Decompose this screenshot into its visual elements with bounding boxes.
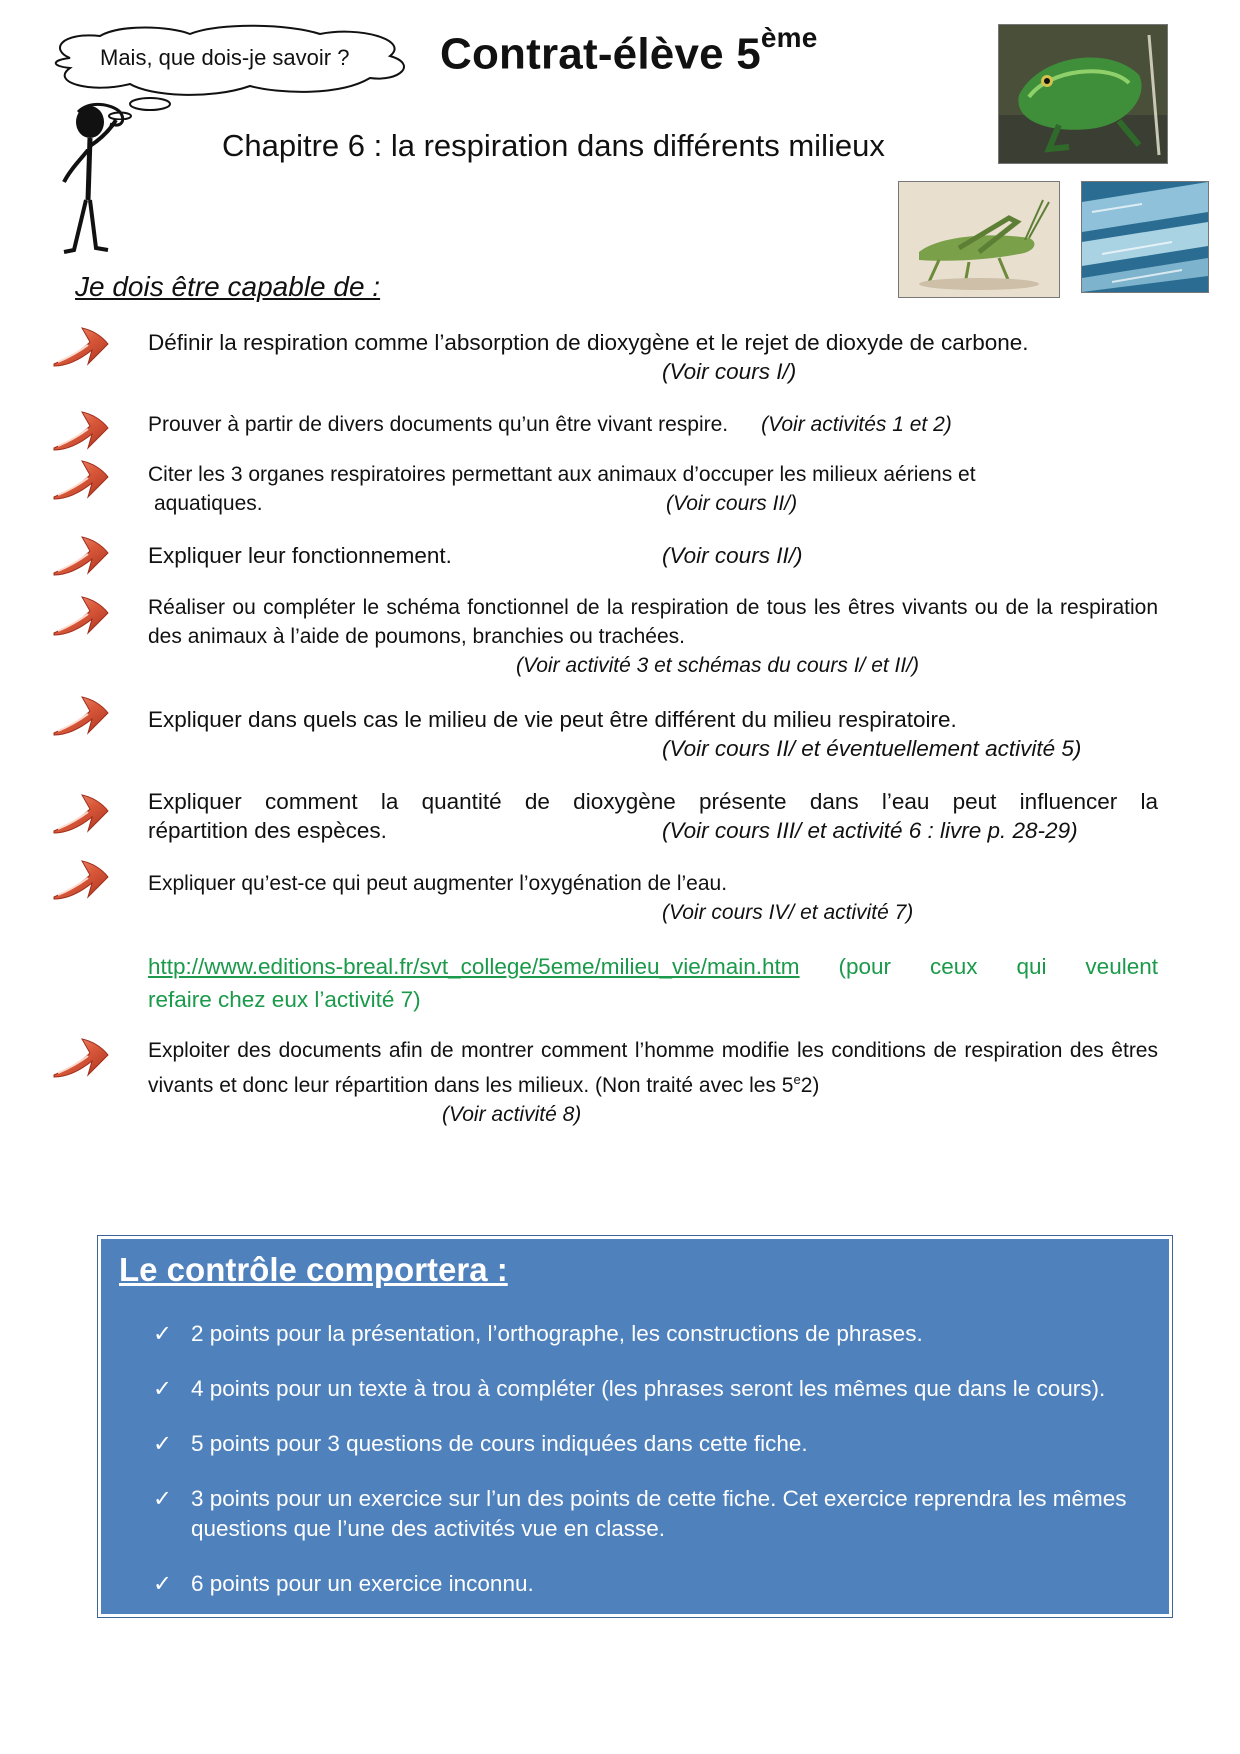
breal-link[interactable]: http://www.editions-breal.fr/svt_college/5eme/milieu_vie/main.htm: [148, 954, 800, 979]
objective-item: Réaliser ou compléter le schéma fonctionnel de la respiration de tous les êtres vivants ou de la respiration des animaux à l’aide de poumons, branchies ou trachées. (Voir activité 3 et schémas du cours I/ et II/): [148, 596, 1158, 677]
objective-item: Expliquer comment la quantité de dioxygène présente dans l’eau peut influencer la répartition des espèces. (Voir cours III/ et activité 6 : livre p. 28-29): [148, 789, 1158, 843]
objective-item: Citer les 3 organes respiratoires permettant aux animaux d’occuper les milieux aériens et aquatiques. (Voir cours II/): [148, 463, 976, 515]
check-icon: ✓: [153, 1486, 172, 1511]
red-arrow-icon: [48, 787, 112, 837]
chapter-title: Chapitre 6 : la respiration dans différents milieux: [222, 128, 885, 163]
red-arrow-icon: [48, 853, 112, 903]
red-arrow-icon: [48, 320, 112, 370]
list-item: ✓ 6 points pour un exercice inconnu.: [153, 1569, 1153, 1599]
red-arrow-icon: [48, 589, 112, 639]
red-arrow-icon: [48, 453, 112, 503]
grasshopper-photo: [898, 181, 1060, 298]
objective-item: Expliquer leur fonctionnement. (Voir cours II/): [148, 543, 803, 568]
objective-item: Définir la respiration comme l’absorption de dioxygène et le rejet de dioxyde de carbone. (Voir cours I/): [148, 330, 1029, 384]
check-icon: ✓: [153, 1321, 172, 1346]
check-icon: ✓: [153, 1571, 172, 1596]
red-arrow-icon: [48, 404, 112, 454]
check-icon: ✓: [153, 1376, 172, 1401]
link-paragraph: http://www.editions-breal.fr/svt_college/5eme/milieu_vie/main.htm (pour ceux qui veulent refaire chez eux l’activité 7): [148, 954, 1158, 1012]
bubble-text: Mais, que dois-je savoir ?: [100, 45, 350, 70]
list-item: ✓ 4 points pour un texte à trou à compléter (les phrases seront les mêmes que dans le cours).: [153, 1374, 1153, 1404]
section-heading: Je dois être capable de :: [75, 271, 381, 302]
control-box: [98, 1236, 1172, 1617]
control-box-title: Le contrôle comportera :: [119, 1251, 508, 1288]
control-list: [153, 1319, 1153, 1624]
red-arrow-icon: [48, 1031, 112, 1081]
objective-item: Expliquer dans quels cas le milieu de vie peut être différent du milieu respiratoire. (Voir cours II/ et éventuellement activité 5): [148, 707, 1082, 761]
thinking-figure-icon: [50, 100, 160, 260]
fish-school-photo: [1081, 181, 1209, 293]
check-icon: ✓: [153, 1431, 172, 1456]
red-arrow-icon: [48, 689, 112, 739]
page-title: Contrat-élève 5ème: [440, 22, 818, 79]
list-item: ✓ 5 points pour 3 questions de cours indiquées dans cette fiche.: [153, 1429, 1153, 1459]
list-item: ✓ 2 points pour la présentation, l’orthographe, les constructions de phrases.: [153, 1319, 1153, 1349]
list-item: ✓ 3 points pour un exercice sur l’un des points de cette fiche. Cet exercice reprendra les mêmes questions que l’une des activités vue en classe.: [153, 1486, 1127, 1541]
objective-item: Prouver à partir de divers documents qu’un être vivant respire. (Voir activités 1 et 2): [148, 413, 952, 436]
objective-item: Exploiter des documents afin de montrer comment l’homme modifie les conditions de respiration des êtres vivants et donc leur répartition dans les milieux. (Non traité avec les 5e2) (Voir activité 8): [148, 1039, 1158, 1126]
frog-photo: [998, 24, 1168, 164]
red-arrow-icon: [48, 529, 112, 579]
objective-item: Expliquer qu’est-ce qui peut augmenter l’oxygénation de l’eau. (Voir cours IV/ et activité 7): [148, 872, 914, 924]
